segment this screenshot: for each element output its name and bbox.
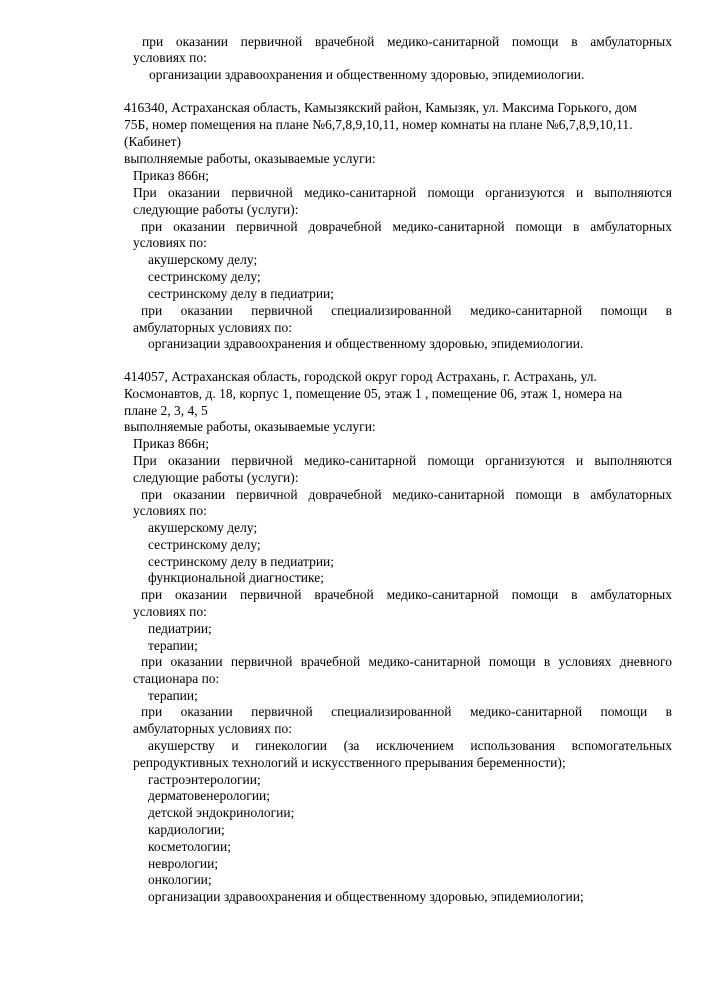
text-line: следующие работы (услуги):: [133, 470, 299, 485]
text-line: терапии;: [148, 688, 198, 703]
text-line: условиях по:: [133, 235, 207, 250]
text-line: сестринскому делу в педиатрии;: [148, 554, 335, 569]
text-line: сестринскому делу;: [148, 537, 261, 552]
text-line: амбулаторных условиях по:: [133, 320, 292, 335]
text-line: 75Б, номер помещения на плане №6,7,8,9,10,11, номер комнаты на плане №6,7,8,9,10,11.: [124, 117, 633, 132]
text-line: гастроэнтерологии;: [148, 772, 261, 787]
text-line: При оказании первичной медико-санитарной помощи организуются и выполняются: [133, 453, 672, 468]
text-line: плане 2, 3, 4, 5: [124, 403, 208, 418]
text-line: педиатрии;: [148, 621, 212, 636]
text-line: детской эндокринологии;: [148, 805, 295, 820]
text-line: при оказании первичной доврачебной медико-санитарной помощи в амбулаторных: [141, 219, 672, 234]
text-line: выполняемые работы, оказываемые услуги:: [124, 419, 376, 434]
text-line: стационара по:: [133, 671, 220, 686]
text-line: при оказании первичной специализированной медико-санитарной помощи в: [141, 303, 672, 318]
text-line: терапии;: [148, 638, 198, 653]
text-line: условиях по:: [133, 50, 207, 65]
text-line: кардиологии;: [148, 822, 225, 837]
text-line: 416340, Астраханская область, Камызякский район, Камызяк, ул. Максима Горького, дом: [124, 100, 637, 115]
text-line: условиях по:: [133, 503, 207, 518]
text-line: при оказании первичной специализированной медико-санитарной помощи в: [141, 704, 672, 719]
text-line: следующие работы (услуги):: [133, 202, 299, 217]
text-line: (Кабинет): [124, 134, 182, 149]
text-line: акушерскому делу;: [148, 520, 258, 535]
text-line: при оказании первичной врачебной медико-санитарной помощи в амбулаторных: [141, 587, 672, 602]
text-line: Приказ 866н;: [133, 436, 210, 451]
text-line: функциональной диагностике;: [148, 570, 324, 585]
text-line: неврологии;: [148, 856, 219, 871]
text-line: при оказании первичной доврачебной медико-санитарной помощи в амбулаторных: [141, 487, 672, 502]
text-line: при оказании первичной врачебной медико-санитарной помощи в условиях дневного: [141, 654, 672, 669]
text-line: акушерству и гинекологии (за исключением использования вспомогательных: [148, 738, 672, 753]
text-line: амбулаторных условиях по:: [133, 721, 292, 736]
text-line: организации здравоохранения и общественному здоровью, эпидемиологии.: [148, 336, 584, 351]
text-line: косметологии;: [148, 839, 232, 854]
text-line: сестринскому делу в педиатрии;: [148, 286, 335, 301]
text-line: условиях по:: [133, 604, 207, 619]
text-line: Космонавтов, д. 18, корпус 1, помещение 05, этаж 1 , помещение 06, этаж 1, номера на: [124, 386, 623, 401]
text-line: репродуктивных технологий и искусственного прерывания беременности);: [133, 755, 566, 770]
text-line: дерматовенерологии;: [148, 788, 271, 803]
text-line: выполняемые работы, оказываемые услуги:: [124, 151, 376, 166]
text-line: 414057, Астраханская область, городской округ город Астрахань, г. Астрахань, ул.: [124, 369, 597, 384]
text-line: сестринскому делу;: [148, 269, 261, 284]
text-line: организации здравоохранения и общественному здоровью, эпидемиологии.: [149, 67, 585, 82]
text-line: организации здравоохранения и общественному здоровью, эпидемиологии;: [148, 889, 584, 904]
text-line: онкологии;: [148, 872, 212, 887]
text-line: Приказ 866н;: [133, 168, 210, 183]
text-line: акушерскому делу;: [148, 252, 258, 267]
text-line: при оказании первичной врачебной медико-санитарной помощи в амбулаторных: [142, 34, 672, 49]
text-line: При оказании первичной медико-санитарной помощи организуются и выполняются: [133, 185, 672, 200]
